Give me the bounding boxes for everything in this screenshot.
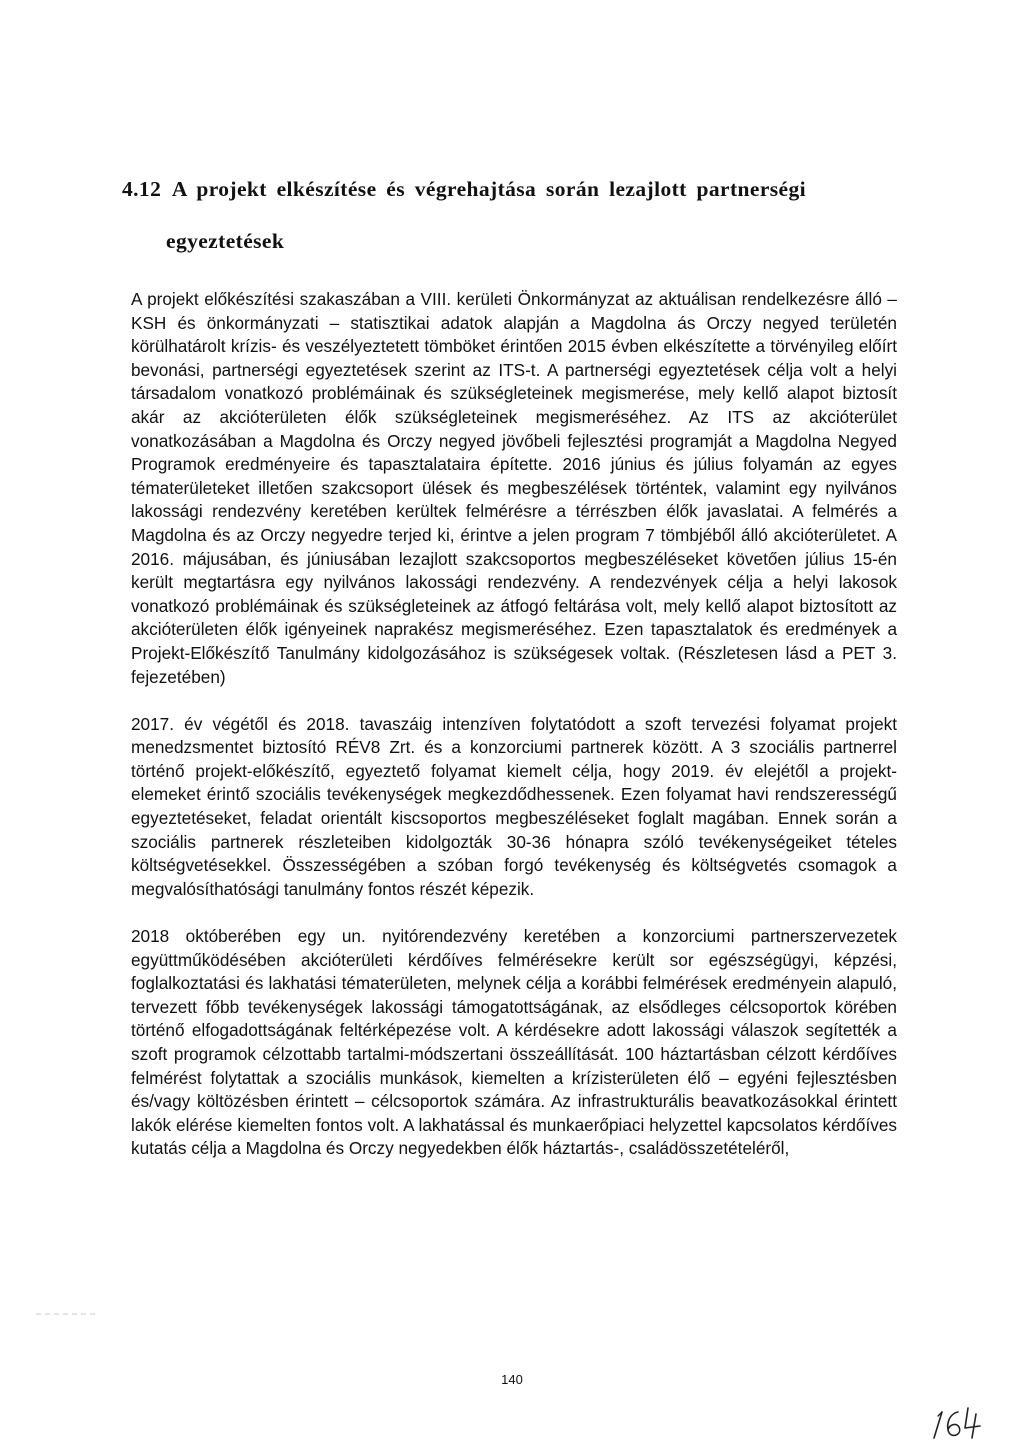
section-title-line1: A projekt elkészítése és végrehajtása során lezajlott partnerségi [171,177,806,201]
paragraph: A projekt előkészítési szakaszában a VIII. kerületi Önkormányzat az aktuálisan rendelkezésre álló – KSH és önkormányzati – statisztikai adatok alapján a Magdolna ás Orczy negyed területén körülhatárolt krízis- és veszélyeztetett tömböket érintően 2015 évben elkészítette a törvényileg előírt bevonási, partnerségi egyeztetések szerint az ITS-t. A partnerségi egyeztetések célja volt a helyi társadalom vonatkozó problémáinak és szükségleteinek megismerése, mely kellő alapot biztosít akár az akcióterületen élők szükségleteinek megismeréséhez. Az ITS az akcióterület vonatkozásában a Magdolna és Orczy negyed jövőbeli fejlesztési programját a Magdolna Negyed Programok eredményeire és tapasztalataira építette. 2016 június és július folyamán az egyes tématerületeket illetően szakcsoport ülések és megbeszélések történtek, valamint egy nyilvános lakossági rendezvény keretében kerültek felmérésre a térrészben élők javaslatai. A felmérés a Magdolna és az Orczy negyedre terjed ki, érintve a jelen program 7 tömbjéből álló akcióterületet. A 2016. májusában, és júniusában lezajlott szakcsoportos megbeszéléseket követően július 15-én került megtartásra egy nyilvános lakossági rendezvény. A rendezvények célja a helyi lakosok vonatkozó problémáinak és szükségleteinek az átfogó feltárása volt, mely kellő alapot biztosított az akcióterületen élők igényeinek naprakész megismeréséhez. Ezen tapasztalatok és eredmények a Projekt-Előkészítő Tanulmány kidolgozásához is szükségesek voltak. (Részletesen lásd a PET 3. fejezetében) [131,289,897,687]
body-text [131,288,897,1185]
scan-artifact-dash [36,1311,96,1317]
section-title-line2: egyeztetések [166,229,285,253]
paragraph: 2018 októberében egy un. nyitórendezvény keretében a konzorciumi partnerszervezetek együttműködésében akcióterületi kérdőíves felmérésekre került sor egészségügyi, képzési, foglalkoztatási és lakhatási tématerületen, melynek célja a korábbi felmérések eredményein alapuló, tervezett főbb tevékenységek lakossági támogatottságának, az elsődleges célcsoportok körében történő elfogadottságának feltérképezése volt. A kérdésekre adott lakossági válaszok segítették a szoft programok célzottabb tartalmi-módszertani összeállítását. 100 háztartásban célzott kérdőíves felmérést folytattak a szociális munkások, kiemelten a krízisterületen élő – egyéni fejlesztésben és/vagy költözésben érintett – célcsoportok számára. Az infrastrukturális beavatkozásokkal érintett lakók elérése kiemelten fontos volt. A lakhatással és munkaerőpiaci helyzettel kapcsolatos kérdőíves kutatás célja a Magdolna és Orczy negyedekben élők háztartás-, családösszetételéről, [131,926,897,1159]
section-heading [122,163,912,267]
handwritten-page-mark [928,1400,990,1442]
page-number: 140 [501,1372,523,1387]
paragraph: 2017. év végétől és 2018. tavaszáig intenzíven folytatódott a szoft tervezési folyamat projekt menedzsmentet biztosító RÉV8 Zrt. és a konzorciumi partnerek között. A 3 szociális partnerrel történő projekt-előkészítő, egyeztető folyamat kiemelt célja, hogy 2019. év elejétől a projekt-elemeket érintő szociális tevékenységek megkezdődhessenek. Ezen folyamat havi rendszerességű egyeztetéseket, feladat orientált kiscsoportos megbeszéléseket foglalt magában. Ennek során a szociális partnerek részleteiben kidolgozták 30-36 hónapra szóló tevékenységeiket tételes költségvetésekkel. Összességében a szóban forgó tevékenység és költségvetés csomagok a megvalósíthatósági tanulmány fontos részét képezik. [131,713,897,899]
section-number: 4.12 [122,177,162,201]
